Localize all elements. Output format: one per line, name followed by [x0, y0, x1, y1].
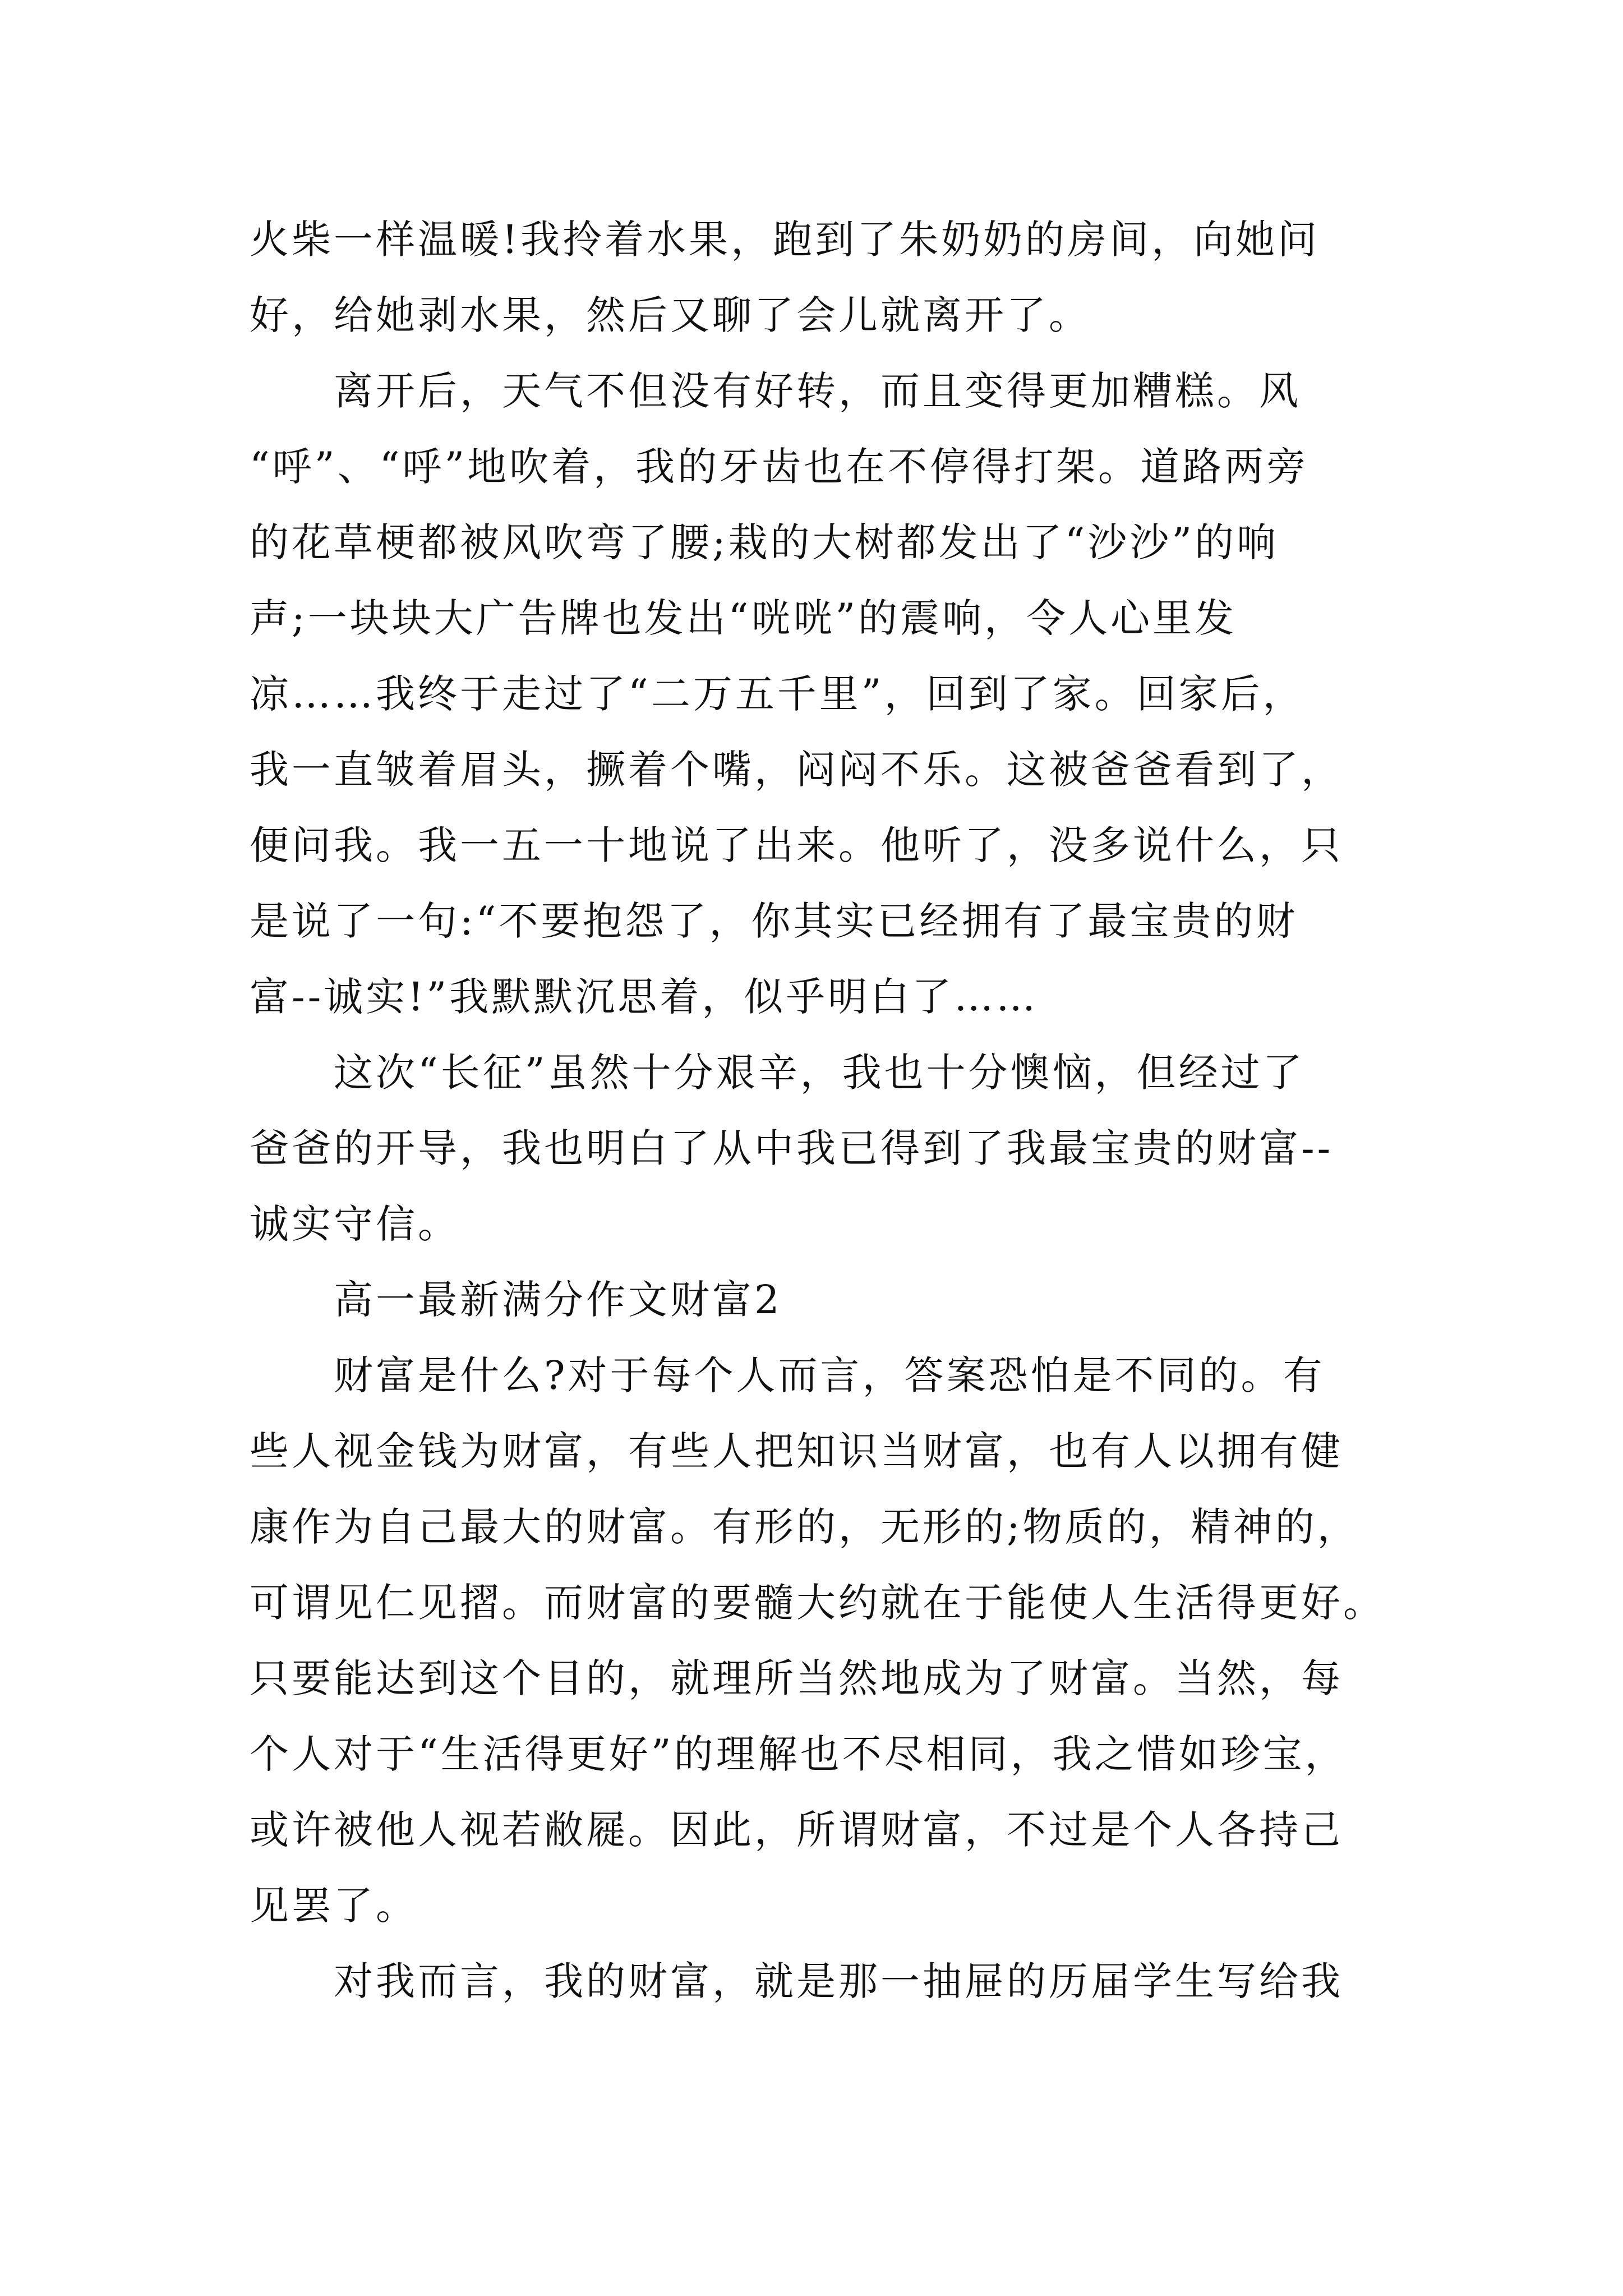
text-line: 只要能达到这个目的，就理所当然地成为了财富。当然，每: [250, 1655, 1343, 1701]
text-line: 是说了一句:“不要抱怨了，你其实已经拥有了最宝贵的财: [250, 898, 1298, 944]
text-line: 或许被他人视若敝屣。因此，所谓财富，不过是个人各持己: [250, 1807, 1343, 1853]
paragraph-start-line: 财富是什么?对于每个人而言，答案恐怕是不同的。有: [334, 1352, 1325, 1398]
text-line: 个人对于“生活得更好”的理解也不尽相同，我之惜如珍宝，: [250, 1731, 1347, 1777]
essay-body: [250, 202, 1394, 2019]
text-line: “呼”、“呼”地吹着，我的牙齿也在不停得打架。道路两旁: [250, 444, 1309, 490]
text-line: 好，给她剥水果，然后又聊了会儿就离开了。: [250, 292, 1091, 338]
text-line: 可谓见仁见摺。而财富的要髓大约就在于能使人生活得更好。: [250, 1580, 1385, 1626]
text-line: 便问我。我一五一十地说了出来。他听了，没多说什么，只: [250, 822, 1343, 868]
text-line: 爸爸的开导，我也明白了从中我已得到了我最宝贵的财富--: [250, 1125, 1334, 1171]
text-line: 我一直皱着眉头，撅着个嘴，闷闷不乐。这被爸爸看到了，: [250, 747, 1343, 793]
text-line: 火柴一样温暖!我拎着水果，跑到了朱奶奶的房间，向她问: [250, 217, 1320, 263]
paragraph-start-line: 离开后，天气不但没有好转，而且变得更加糟糕。风: [334, 368, 1301, 414]
text-line: 诚实守信。: [250, 1201, 460, 1247]
text-line: 声;一块块大广告牌也发出“咣咣”的震响，令人心里发: [250, 595, 1237, 641]
section-heading: 高一最新满分作文财富2: [334, 1277, 782, 1323]
text-line: 康作为自己最大的财富。有形的，无形的;物质的，精神的，: [250, 1504, 1359, 1550]
paragraph-start-line: 对我而言，我的财富，就是那一抽屉的历届学生写给我: [334, 1958, 1343, 2004]
text-line: 见罢了。: [250, 1883, 418, 1929]
text-line: 富--诚实!”我默默沉思着，似乎明白了……: [250, 974, 1039, 1020]
text-line: 的花草梗都被风吹弯了腰;栽的大树都发出了“沙沙”的响: [250, 519, 1279, 565]
text-line: 凉……我终于走过了“二万五千里”，回到了家。回家后，: [250, 671, 1305, 717]
text-line: 些人视金钱为财富，有些人把知识当财富，也有人以拥有健: [250, 1428, 1343, 1474]
paragraph-start-line: 这次“长征”虽然十分艰辛，我也十分懊恼，但经过了: [334, 1050, 1305, 1096]
